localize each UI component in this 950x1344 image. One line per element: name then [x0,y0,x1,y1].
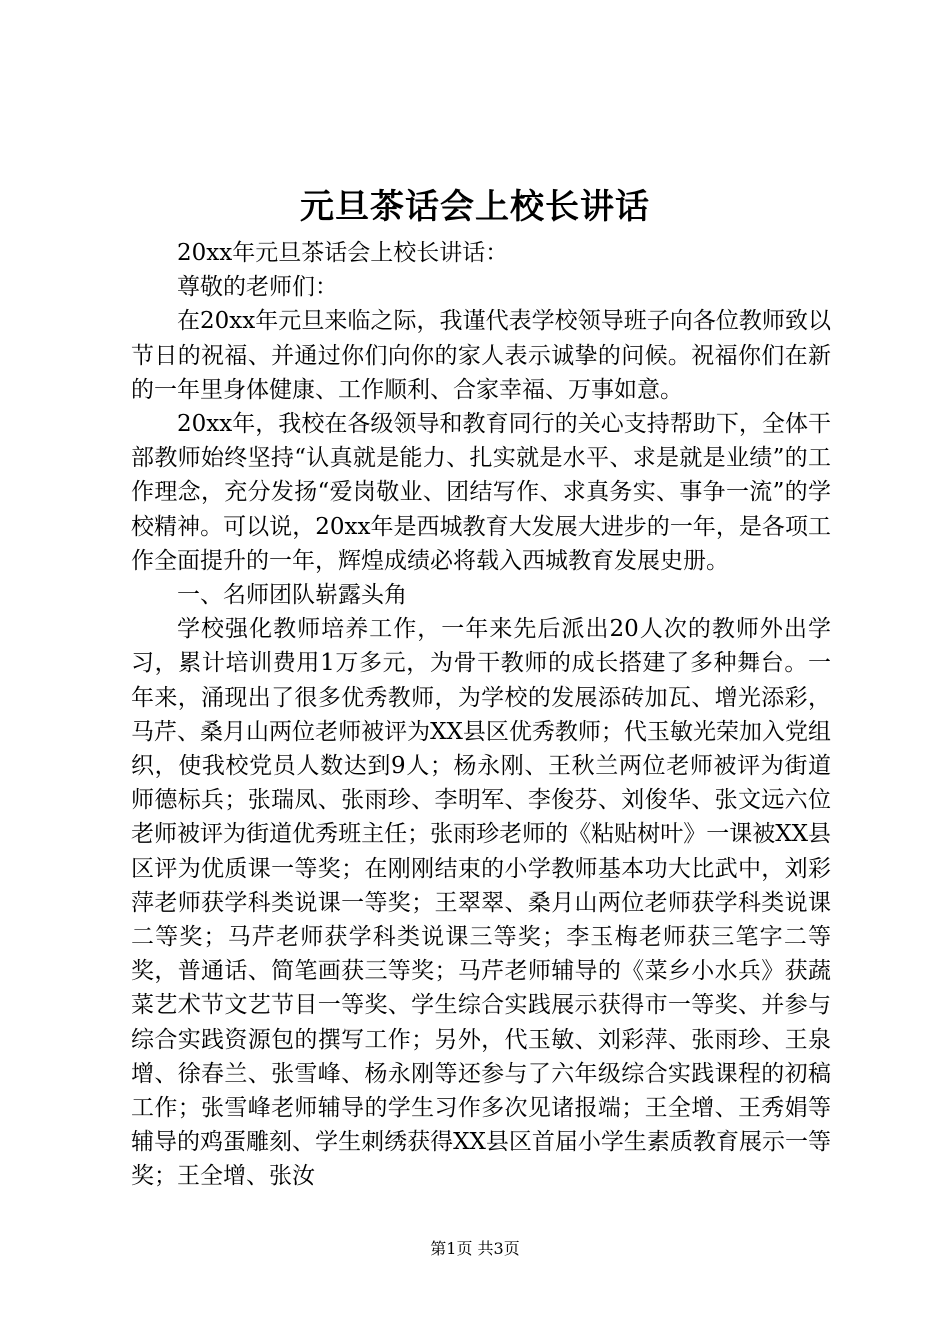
salutation: 尊敬的老师们： [177,274,338,301]
document-title: 元旦茶话会上校长讲话 [300,187,650,227]
paragraph-year-review: 20xx年，我校在各级领导和教育同行的关心支持帮助下，全体干部教师始终坚持“认真就是能力、扎实就是水平、求是就是业绩”的工作理念，充分发扬“爱岗敬业、团结写作、求真务实、事争一流”的学校精神。可以说，20xx年是西城教育大发展大进步的一年，是各项工作全面提升的一年，辉煌成绩必将载入西城教育发展史册。 [131,411,831,574]
page-number: 第1页 共3页 [430,1239,520,1258]
section-heading-teachers: 一、名师团队崭露头角 [177,582,407,609]
greeting-heading: 20xx年元旦茶话会上校长讲话： [177,240,509,266]
paragraph-teacher-achievements: 学校强化教师培养工作，一年来先后派出20人次的教师外出学习，累计培训费用1万多元，为骨干教师的成长搭建了多种舞台。一年来，涌现出了很多优秀教师，为学校的发展添砖加瓦、增光添彩，马芹、桑月山两位老师被评为XX县区优秀教师；代玉敏光荣加入党组织，使我校党员人数达到9人；杨永刚、王秋兰两位老师被评为街道师德标兵；张瑞凤、张雨珍、李明军、李俊芬、刘俊华、张文远六位老师被评为街道优秀班主任；张雨珍老师的《粘贴树叶》一课被XX县区评为优质课一等奖；在刚刚结束的小学教师基本功大比武中，刘彩萍老师获学科类说课一等奖；王翠翠、桑月山两位老师获学科类说课二等奖；马芹老师获学科类说课三等奖；李玉梅老师获三笔字二等奖，普通话、简笔画获三等奖；马芹老师辅导的《菜乡小水兵》获蔬菜艺术节文艺节目一等奖、学生综合实践展示获得市一等奖、并参与综合实践资源包的撰写工作；另外，代玉敏、刘彩萍、张雨珍、王泉增、徐春兰、张雪峰、杨永刚等还参与了六年级综合实践课程的初稿工作；张雪峰老师辅导的学生习作多次见诸报端；王全增、王秀娟等辅导的鸡蛋雕刻、学生刺绣获得XX县区首届小学生素质教育展示一等奖；王全增、张汝 [131,616,831,1190]
paragraph-new-year-greeting: 在20xx年元旦来临之际，我谨代表学校领导班子向各位教师致以节日的祝福、并通过你们向你的家人表示诚挚的问候。祝福你们在新的一年里身体健康、工作顺利、合家幸福、万事如意。 [131,308,831,403]
document-body [131,236,831,1194]
